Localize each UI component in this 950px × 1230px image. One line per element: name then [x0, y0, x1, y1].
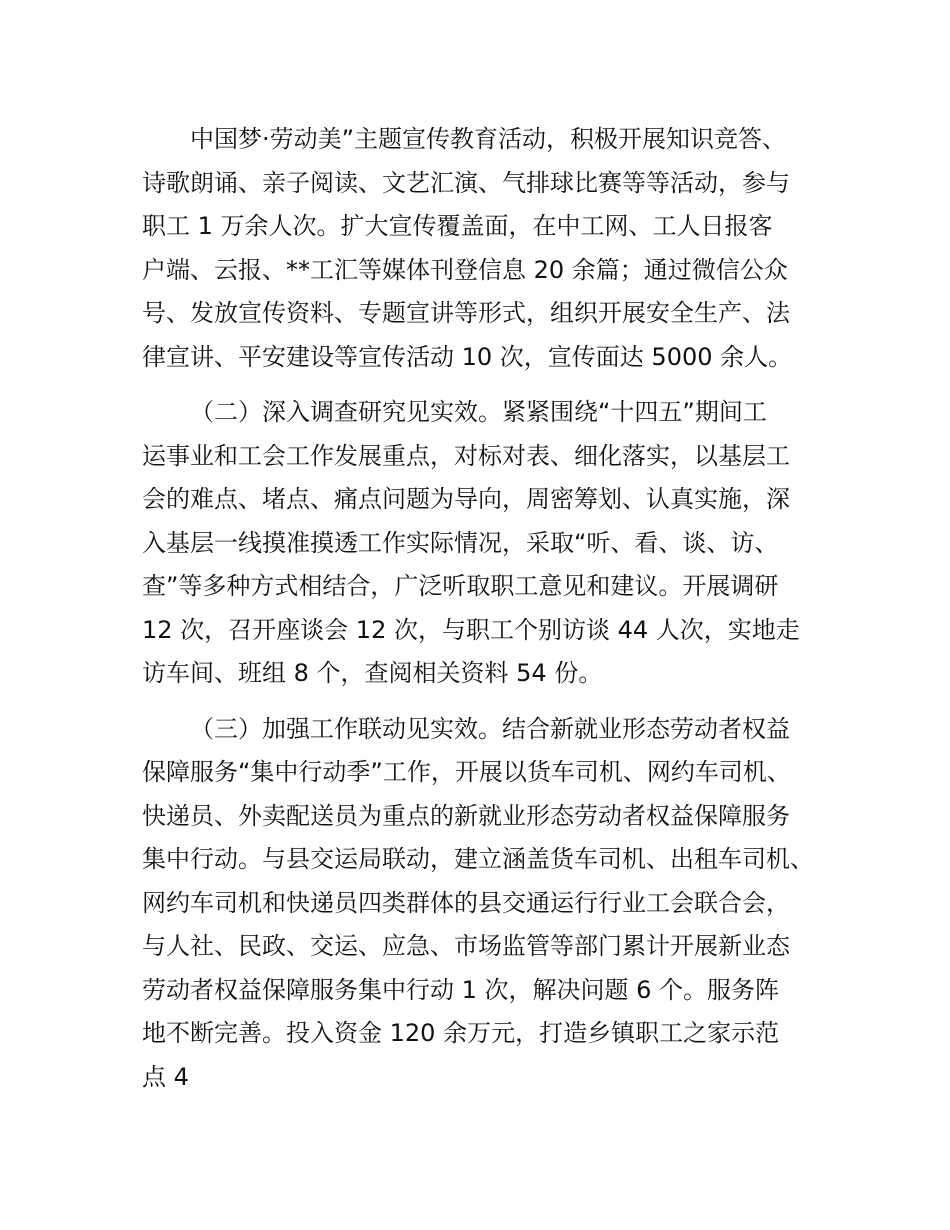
paragraph-line: 快递员、外卖配送员为重点的新就业形态劳动者权益保障服务	[142, 801, 790, 830]
paragraph-line: 访车间、班组 8 个，查阅相关资料 54 份。	[142, 659, 603, 687]
paragraph-line: （二）深入调查研究见实效。紧紧围绕“十四五”期间工	[190, 398, 767, 426]
paragraph-line: 地不断完善。投入资金 120 余万元，打造乡镇职工之家示范	[142, 1019, 780, 1047]
paragraph-1	[142, 118, 832, 379]
paragraph-line: 入基层一线摸准摸透工作实际情况，采取“听、看、谈、访、	[142, 528, 779, 557]
paragraph-line: 律宣讲、平安建设等宣传活动 10 次，宣传面达 5000 余人。	[142, 342, 793, 371]
paragraph-line: 劳动者权益保障服务集中行动 1 次，解决问题 6 个。服务阵	[142, 975, 780, 1004]
paragraph-line: 运事业和工会工作发展重点，对标对表、细化落实，以基层工	[142, 441, 790, 470]
paragraph-line: 职工 1 万余人次。扩大宣传覆盖面，在中工网、工人日报客	[142, 212, 773, 240]
paragraph-line: 集中行动。与县交运局联动，建立涵盖货车司机、出租车司机、	[142, 845, 814, 873]
paragraph-gap	[142, 696, 832, 708]
paragraph-line: 查”等多种方式相结合，广泛听取职工意见和建议。开展调研	[142, 572, 779, 600]
paragraph-line: 与人社、民政、交运、应急、市场监管等部门累计开展新业态	[142, 932, 790, 960]
paragraph-line: 会的难点、堵点、痛点问题为导向，周密筹划、认真实施，深	[142, 485, 790, 513]
paragraph-line: 诗歌朗诵、亲子阅读、文艺汇演、气排球比赛等等活动，参与	[142, 168, 790, 197]
paragraph-2	[142, 391, 832, 696]
paragraph-line: 12 次，召开座谈会 12 次，与职工个别访谈 44 人次，实地走	[142, 615, 800, 644]
document-body	[142, 118, 832, 1099]
paragraph-line: 网约车司机和快递员四类群体的县交通运行行业工会联合会，	[142, 888, 790, 917]
paragraph-gap	[142, 379, 832, 391]
paragraph-3	[142, 708, 832, 1100]
paragraph-line: 保障服务“集中行动季”工作，开展以货车司机、网约车司机、	[142, 758, 791, 786]
paragraph-line: 中国梦·劳动美”主题宣传教育活动，积极开展知识竞答、	[190, 125, 787, 153]
paragraph-line: 户端、云报、**工汇等媒体刊登信息 20 余篇；通过微信公众	[142, 255, 788, 284]
paragraph-line: 号、发放宣传资料、专题宣讲等形式，组织开展安全生产、法	[142, 299, 790, 327]
paragraph-line: 点 4	[142, 1062, 189, 1091]
paragraph-line: （三）加强工作联动见实效。结合新就业形态劳动者权益	[190, 714, 790, 743]
